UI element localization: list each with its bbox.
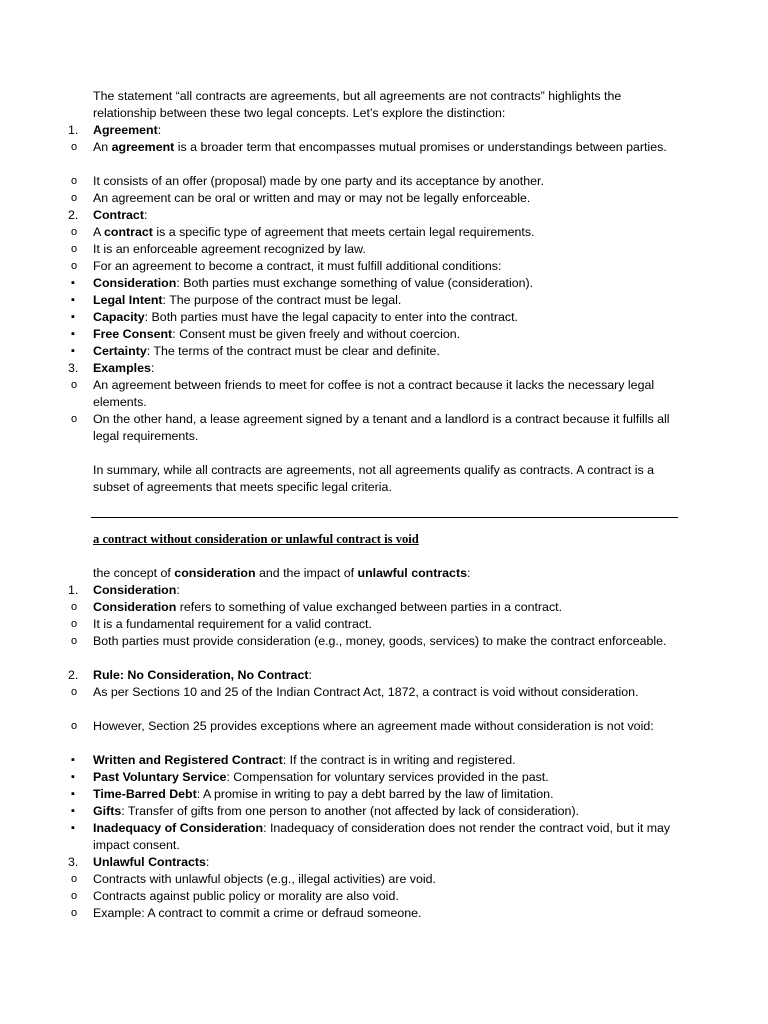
concept-intro [93, 565, 683, 582]
circle-bullet: o [71, 635, 78, 647]
item-text: Contracts with unlawful objects (e.g., illegal activities) are void. [93, 872, 436, 886]
circle-bullet: o [71, 226, 78, 238]
item-text: Rule: No Consideration, No Contract: [93, 668, 312, 682]
circle-bullet: o [71, 141, 78, 153]
square-bullet: ▪ [71, 771, 75, 783]
circle-bullet: o [71, 907, 78, 919]
item-text: Consideration: [93, 583, 180, 597]
list-number: 1. [68, 583, 79, 597]
item-text: Gifts: Transfer of gifts from one person to another (not affected by lack of consideration). [93, 804, 580, 818]
item-text: For an agreement to become a contract, it must fulfill additional conditions: [93, 259, 502, 273]
circle-bullet: o [71, 686, 78, 698]
item-text: Consideration: Both parties must exchange something of value (consideration). [93, 276, 534, 290]
circle-bullet: o [71, 243, 78, 255]
bold-term: Past Voluntary Service [93, 770, 227, 784]
intro-paragraph: The statement “all contracts are agreements, but all agreements are not contracts” highlights the relationship between these two legal concepts. Let’s explore the distinction: [93, 89, 622, 120]
bold-term: Unlawful Contracts [93, 855, 206, 869]
bold-term: Written and Registered Contract [93, 753, 283, 767]
bold-term: Capacity [93, 310, 145, 324]
circle-bullet: o [71, 720, 78, 732]
list-number: 1. [68, 123, 79, 137]
intro-bold-consideration: consideration [174, 566, 256, 580]
circle-bullet: o [71, 175, 78, 187]
circle-bullet: o [71, 260, 78, 272]
circle-bullet: o [71, 413, 78, 425]
circle-bullet: o [71, 890, 78, 902]
bold-term: Contract [93, 208, 144, 222]
item-text: Written and Registered Contract: If the contract is in writing and registered. [93, 753, 516, 767]
list-number: 3. [68, 855, 79, 869]
list-number: 2. [68, 668, 79, 682]
square-bullet: ▪ [71, 754, 75, 766]
bold-term: agreement [111, 140, 175, 154]
item-text: Agreement: [93, 123, 162, 137]
item-text: As per Sections 10 and 25 of the Indian Contract Act, 1872, a contract is void without consideration. [93, 685, 639, 699]
item-text: It is an enforceable agreement recognized by law. [93, 242, 366, 256]
item-text: Time-Barred Debt: A promise in writing to pay a debt barred by the law of limitation. [93, 787, 554, 801]
intro-bold-unlawful: unlawful contracts [357, 566, 467, 580]
item-text: It is a fundamental requirement for a valid contract. [93, 617, 372, 631]
item-text: Contract: [93, 208, 148, 222]
item-text: It consists of an offer (proposal) made by one party and its acceptance by another. [93, 174, 544, 188]
bold-term: Examples [93, 361, 151, 375]
item-text: Consideration refers to something of value exchanged between parties in a contract. [93, 600, 563, 614]
item-text: An agreement between friends to meet for coffee is not a contract because it lacks the necessary legal elements. [93, 378, 655, 409]
circle-bullet: o [71, 379, 78, 391]
bold-term: Gifts [93, 804, 122, 818]
item-text: However, Section 25 provides exceptions where an agreement made without consideration is not void: [93, 719, 654, 733]
bold-term: Consideration [93, 276, 177, 290]
item-text: An agreement is a broader term that encompasses mutual promises or understandings between parties. [93, 140, 667, 154]
bold-term: Free Consent [93, 327, 173, 341]
bold-term: Inadequacy of Consideration [93, 821, 264, 835]
bold-term: Time-Barred Debt [93, 787, 197, 801]
square-bullet: ▪ [71, 294, 75, 306]
square-bullet: ▪ [71, 328, 75, 340]
item-text: An agreement can be oral or written and may or may not be legally enforceable. [93, 191, 531, 205]
bold-term: Consideration [93, 583, 177, 597]
circle-bullet: o [71, 192, 78, 204]
item-text: Capacity: Both parties must have the legal capacity to enter into the contract. [93, 310, 518, 324]
bold-term: contract [104, 225, 153, 239]
item-text: Examples: [93, 361, 155, 375]
bold-term: Legal Intent [93, 293, 163, 307]
circle-bullet: o [71, 601, 78, 613]
item-text: Example: A contract to commit a crime or defraud someone. [93, 906, 422, 920]
item-text: Both parties must provide consideration (e.g., money, goods, services) to make the contract enforceable. [93, 634, 667, 648]
bold-term: Rule: No Consideration, No Contract [93, 668, 309, 682]
list-number: 3. [68, 361, 79, 375]
item-text: Certainty: The terms of the contract must be clear and definite. [93, 344, 440, 358]
circle-bullet: o [71, 618, 78, 630]
item-text: Unlawful Contracts: [93, 855, 210, 869]
section-divider [91, 517, 678, 518]
square-bullet: ▪ [71, 788, 75, 800]
bold-term: Consideration [93, 600, 177, 614]
item-text: A contract is a specific type of agreement that meets certain legal requirements. [93, 225, 535, 239]
list-number: 2. [68, 208, 79, 222]
section-heading: a contract without consideration or unlawful contract is void [93, 532, 419, 546]
item-text: Past Voluntary Service: Compensation for voluntary services provided in the past. [93, 770, 549, 784]
item-text: Free Consent: Consent must be given freely and without coercion. [93, 327, 461, 341]
square-bullet: ▪ [71, 277, 75, 289]
item-text: Contracts against public policy or morality are also void. [93, 889, 399, 903]
summary-paragraph: In summary, while all contracts are agreements, not all agreements qualify as contracts. A contract is a subset of agreements that meets specific legal criteria. [93, 463, 655, 494]
square-bullet: ▪ [71, 822, 75, 834]
bold-term: Certainty [93, 344, 147, 358]
square-bullet: ▪ [71, 345, 75, 357]
square-bullet: ▪ [71, 311, 75, 323]
square-bullet: ▪ [71, 805, 75, 817]
item-text: Legal Intent: The purpose of the contract must be legal. [93, 293, 402, 307]
intro-text: the concept of [93, 566, 175, 580]
item-text: On the other hand, a lease agreement signed by a tenant and a landlord is a contract because it fulfills all legal requirements. [93, 412, 670, 443]
intro-text: : [466, 566, 471, 580]
item-text: Inadequacy of Consideration: Inadequacy of consideration does not render the contract void, but it may impact consent. [93, 821, 671, 852]
bold-term: Agreement [93, 123, 158, 137]
circle-bullet: o [71, 873, 78, 885]
intro-text: and the impact of [255, 566, 358, 580]
